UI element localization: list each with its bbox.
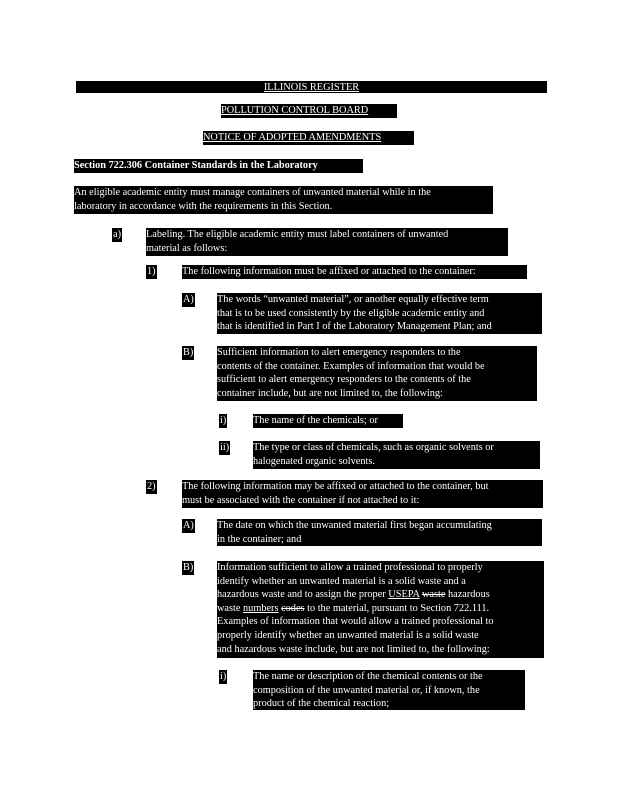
item-a1B-text: Sufficient information to alert emergency responders to the contents of the container. Examples of information that would be sufficient to alert emergency responders to the contents of the container include, but are not limited to, the following: (217, 346, 537, 401)
item-a1Bii-label: ii) (220, 442, 230, 453)
item-a1-text: The following information must be affixed or attached to the container: (182, 265, 527, 279)
item-a-text: Labeling. The eligible academic entity must label containers of unwanted material as follows: (146, 228, 508, 256)
item-a2B-label: B) (183, 562, 194, 573)
item-a2A-text: The date on which the unwanted material first began accumulating in the container; and (217, 519, 542, 546)
item-a1Bi-text: The name of the chemicals; or (253, 414, 403, 428)
item-a2B-line4: waste numbers codes to the material, pursuant to Section 722.111. (217, 602, 490, 614)
codes-deletion: codes (281, 602, 305, 614)
register-title (76, 81, 547, 93)
usepa-insertion: USEPA (388, 589, 420, 601)
item-a2-text: The following information may be affixed or attached to the container, but must be associated with the container if not attached to it: (182, 480, 543, 508)
item-a2Bi-text: The name or description of the chemical contents or the composition of the unwanted material or, if known, the product of the chemical reaction; (253, 670, 525, 710)
item-a-label: a) (113, 229, 121, 240)
item-a2A-label: A) (183, 520, 194, 531)
item-a2Bi-label: i) (220, 671, 227, 682)
item-a1B-label: B) (183, 347, 194, 358)
board-name: POLLUTION CONTROL BOARD (221, 104, 397, 118)
item-a1A-label: A) (183, 294, 194, 305)
notice-title: NOTICE OF ADOPTED AMENDMENTS (203, 131, 414, 145)
item-a1Bi-label: i) (220, 415, 227, 426)
item-a1A-text: The words “unwanted material”, or another equally effective term that is to be used consistently by the eligible academic entity and that is identified in Part I of the Laboratory Management Plan; and (217, 293, 542, 334)
waste-deletion: waste (421, 589, 446, 601)
item-a2-label: 2) (147, 481, 156, 492)
item-a2B-text: Information sufficient to allow a trained professional to properly identify whether an unwanted material is a solid waste and a hazardous waste and to assign the proper USEPA waste hazardous waste numbers codes to the material, pursuant to Section 722.111. Examples of information that would allow a trained professional to properly identify whether an unwanted material is a solid waste and hazardous waste include, but are not limited to, the following: (217, 561, 544, 658)
section-heading: Section 722.306 Container Standards in the Laboratory (74, 159, 363, 173)
item-a1-label: 1) (147, 266, 156, 277)
intro-paragraph: An eligible academic entity must manage containers of unwanted material while in the laboratory in accordance with the requirements in this Section. (74, 186, 493, 214)
item-a2B-line3: hazardous waste and to assign the proper USEPA waste hazardous (217, 589, 490, 601)
register-title-text: ILLINOIS REGISTER (263, 82, 360, 93)
numbers-insertion: numbers (243, 602, 279, 614)
item-a1Bii-text: The type or class of chemicals, such as organic solvents or halogenated organic solvents. (253, 441, 540, 469)
